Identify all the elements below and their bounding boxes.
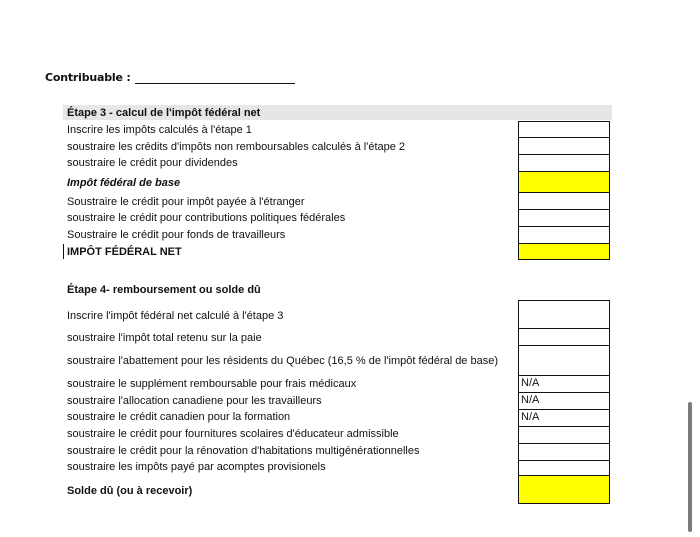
step3-title: Étape 3 - calcul de l'impôt fédéral net bbox=[67, 107, 261, 119]
taxpayer-label-text: Contribuable : bbox=[45, 71, 131, 84]
step3-input-cell[interactable] bbox=[518, 209, 610, 227]
step3-row-label: soustraire le crédit pour dividendes bbox=[67, 157, 238, 169]
step3-row-label: Inscrire les impôts calculés à l'étape 1 bbox=[67, 124, 252, 136]
step4-input-cell[interactable] bbox=[518, 443, 610, 461]
step4-row-label: soustraire l'abattement pour les résidents du Québec (16,5 % de l'impôt fédéral de base) bbox=[67, 355, 498, 367]
step4-row-label: soustraire le crédit pour fournitures scolaires d'éducateur admissible bbox=[67, 428, 399, 440]
step3-input-cell[interactable] bbox=[518, 154, 610, 172]
step4-row-label: soustraire l'impôt total retenu sur la paie bbox=[67, 332, 262, 344]
step3-input-cell[interactable] bbox=[518, 121, 610, 138]
step4-value-cell[interactable]: N/A bbox=[518, 409, 610, 427]
step4-row-label: soustraire le crédit canadien pour la formation bbox=[67, 411, 291, 423]
vertical-scrollbar[interactable] bbox=[688, 402, 692, 532]
step4-row-label: Inscrire l'impôt fédéral net calculé à l'étape 3 bbox=[67, 310, 284, 322]
balance-due-label: Solde dû (ou à recevoir) bbox=[67, 485, 193, 497]
text-cursor bbox=[63, 244, 64, 259]
step3-input-cell[interactable] bbox=[518, 137, 610, 155]
step3-row-label: soustraire le crédit pour contributions politiques fédérales bbox=[67, 212, 346, 224]
basic-federal-tax-label: Impôt fédéral de base bbox=[67, 177, 181, 189]
step3-input-cell[interactable] bbox=[518, 192, 610, 210]
balance-due-cell[interactable] bbox=[518, 475, 610, 504]
basic-federal-tax-cell[interactable] bbox=[518, 171, 610, 193]
taxpayer-label bbox=[45, 71, 295, 84]
step4-value-cell[interactable]: N/A bbox=[518, 375, 610, 393]
step4-title: Étape 4- remboursement ou solde dû bbox=[67, 284, 261, 296]
net-federal-tax-label: IMPÔT FÉDÉRAL NET bbox=[67, 246, 182, 258]
step4-input-cell[interactable] bbox=[518, 300, 610, 329]
step4-input-cell[interactable] bbox=[518, 460, 610, 476]
step4-row-label: soustraire l'allocation canadiene pour les travailleurs bbox=[67, 395, 322, 407]
step4-input-cell[interactable] bbox=[518, 345, 610, 376]
step4-input-cell[interactable] bbox=[518, 328, 610, 346]
step4-value-cell[interactable]: N/A bbox=[518, 392, 610, 410]
step3-row-label: Soustraire le crédit pour impôt payée à l'étranger bbox=[67, 196, 305, 208]
step4-input-cell[interactable] bbox=[518, 426, 610, 444]
step3-row-label: Soustraire le crédit pour fonds de travailleurs bbox=[67, 229, 286, 241]
net-federal-tax-cell[interactable] bbox=[518, 243, 610, 260]
step4-row-label: soustraire les impôts payé par acomptes provisionels bbox=[67, 461, 326, 473]
step4-row-label: soustraire le crédit pour la rénovation d'habitations multigénérationnelles bbox=[67, 445, 420, 457]
step3-row-label: soustraire les crédits d'impôts non remboursables calculés à l'étape 2 bbox=[67, 141, 406, 153]
step3-input-cell[interactable] bbox=[518, 226, 610, 244]
step4-row-label: soustraire le supplément remboursable pour frais médicaux bbox=[67, 378, 357, 390]
taxpayer-name-line[interactable] bbox=[135, 72, 295, 84]
